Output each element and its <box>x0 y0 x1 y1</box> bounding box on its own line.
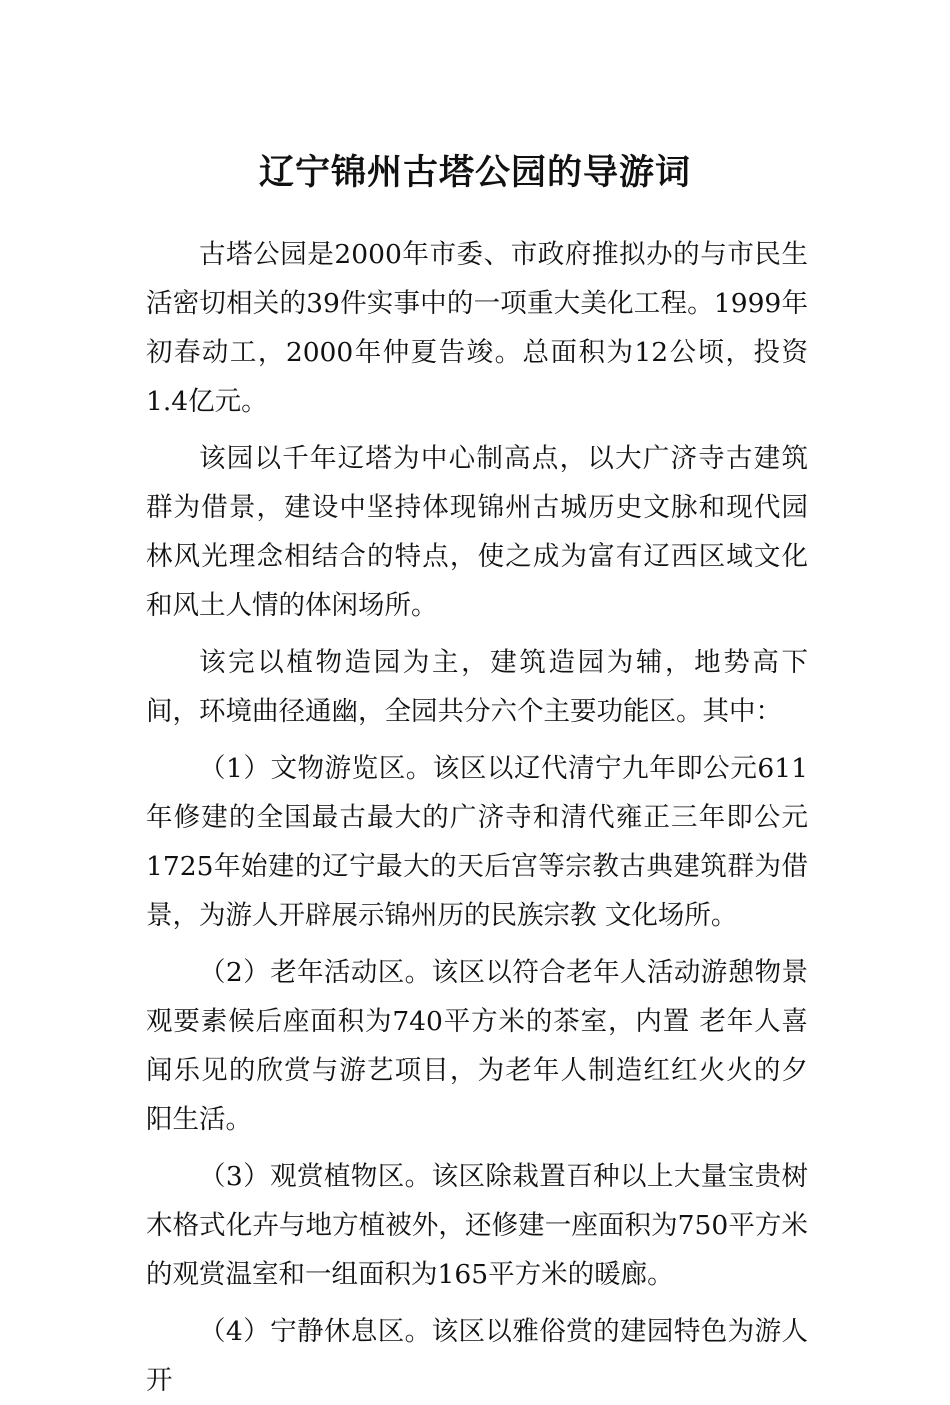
paragraph: （3）观赏植物区。该区除栽置百种以上大量宝贵树木格式化卉与地方植被外，还修建一座面积为750平方米的观赏温室和一组面积为165平方米的暖廊。 <box>146 1161 808 1290</box>
paragraph: （2）老年活动区。该区以符合老年人活动游憩物景观要素候后座面积为740平方米的茶室，内置 老年人喜闻乐见的欣赏与游艺项目，为老年人制造红红火火的夕阳生活。 <box>146 957 808 1135</box>
document-title: 辽宁锦州古塔公园的导游词 <box>258 153 691 194</box>
paragraph: （1）文物游览区。该区以辽代清宁九年即公元611年修建的全国最古最大的广济寺和清代雍正三年即公元1725年始建的辽宁最大的天后宫等宗教古典建筑群为借景，为游人开辟展示锦州历的民族宗教 文化场所。 <box>146 753 808 931</box>
paragraph: （4）宁静休息区。该区以雅俗赏的建园特色为游人开 <box>146 1316 808 1396</box>
document-body <box>146 230 808 1405</box>
paragraph: 该园以千年辽塔为中心制高点，以大广济寺古建筑群为借景，建设中坚持体现锦州古城历史文脉和现代园林风光理念相结合的特点，使之成为富有辽西区域文化和风土人情的体闲场所。 <box>146 443 808 621</box>
paragraph: 古塔公园是2000年市委、市政府推拟办的与市民生活密切相关的39件实事中的一项重大美化工程。1999年初春动工，2000年仲夏告竣。总面积为12公顷，投资1.4亿元。 <box>146 239 808 417</box>
paragraph: 该完以植物造园为主，建筑造园为辅，地势高下间，环境曲径通幽，全园共分六个主要功能区。其中： <box>146 647 808 727</box>
